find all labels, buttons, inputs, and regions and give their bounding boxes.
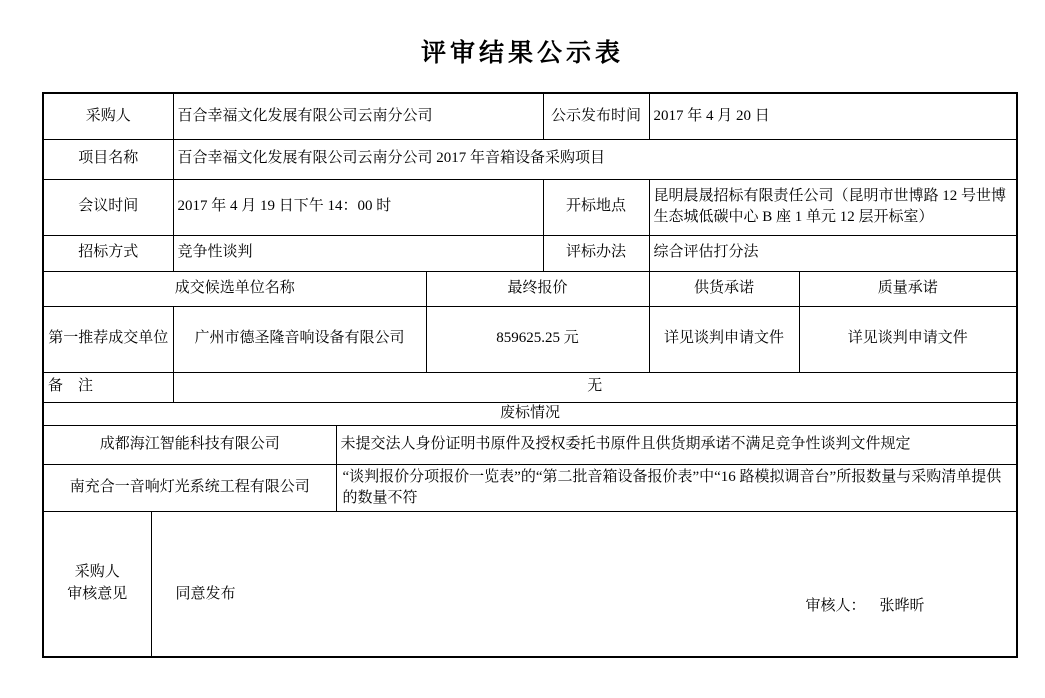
meeting-time-value: 2017 年 4 月 19 日下午 14：00 时 [173,179,543,235]
purchaser-label: 采购人 [43,93,173,139]
row-project-name [43,139,1017,179]
first-candidate-rank: 第一推荐成交单位 [43,306,173,372]
final-price-header: 最终报价 [426,271,649,306]
review-result-table [42,92,1018,658]
review-opinion-content [151,511,1017,657]
review-opinion-label-line2: 审核意见 [67,585,128,602]
row-rejected-title [43,402,1017,425]
meeting-time-label: 会议时间 [43,179,173,235]
project-name-label: 项目名称 [43,139,173,179]
rejected-company-2: 南充合一音响灯光系统工程有限公司 [43,464,336,511]
first-candidate-company: 广州市德圣隆音响设备有限公司 [173,306,426,372]
bidding-method-value: 竞争性谈判 [173,235,543,271]
remark-label: 备 注 [43,372,173,402]
row-candidate-header [43,271,1017,306]
remark-value: 无 [173,372,1017,402]
bidding-method-label: 招标方式 [43,235,173,271]
row-remark [43,372,1017,402]
reviewer-name: 张晔昕 [879,597,925,614]
publish-time-value: 2017 年 4 月 20 日 [649,93,1017,139]
bid-opening-place-label: 开标地点 [543,179,649,235]
row-review-opinion [43,511,1017,657]
purchaser-value: 百合幸福文化发展有限公司云南分公司 [173,93,543,139]
row-first-candidate [43,306,1017,372]
row-purchaser [43,93,1017,139]
candidate-name-header: 成交候选单位名称 [43,271,426,306]
first-candidate-quality-commitment: 详见谈判申请文件 [799,306,1017,372]
review-opinion-label [43,511,151,657]
first-candidate-supply-commitment: 详见谈判申请文件 [649,306,799,372]
reviewer-line [806,596,925,618]
rejected-reason-1: 未提交法人身份证明书原件及授权委托书原件且供货期承诺不满足竞争性谈判文件规定 [336,425,1017,464]
quality-commitment-header: 质量承诺 [799,271,1017,306]
evaluation-method-label: 评标办法 [543,235,649,271]
review-opinion-label-line1: 采购人 [74,564,120,580]
reviewer-label: 审核人： [805,597,866,614]
evaluation-method-value: 综合评估打分法 [649,235,1017,271]
row-bidding-method [43,235,1017,271]
first-candidate-final-price: 859625.25 元 [426,306,649,372]
bid-opening-place-value: 昆明晨晟招标有限责任公司（昆明市世博路 12 号世博生态城低碳中心 B 座 1 单元 12 层开标室） [649,179,1017,235]
review-opinion-text: 同意发布 [175,585,236,602]
rejected-reason-2: “谈判报价分项报价一览表”的“第二批音箱设备报价表”中“16 路模拟调音台”所报数量与采购清单提供的数量不符 [336,464,1017,511]
supply-commitment-header: 供货承诺 [649,271,799,306]
page-title: 评审结果公示表 [420,40,624,67]
row-rejected-item-1 [43,425,1017,464]
publish-time-label: 公示发布时间 [543,93,649,139]
row-rejected-item-2 [43,464,1017,511]
rejected-section-title: 废标情况 [43,402,1017,425]
project-name-value: 百合幸福文化发展有限公司云南分公司 2017 年音箱设备采购项目 [173,139,1017,179]
row-meeting-time [43,179,1017,235]
rejected-company-1: 成都海江智能科技有限公司 [43,425,336,464]
